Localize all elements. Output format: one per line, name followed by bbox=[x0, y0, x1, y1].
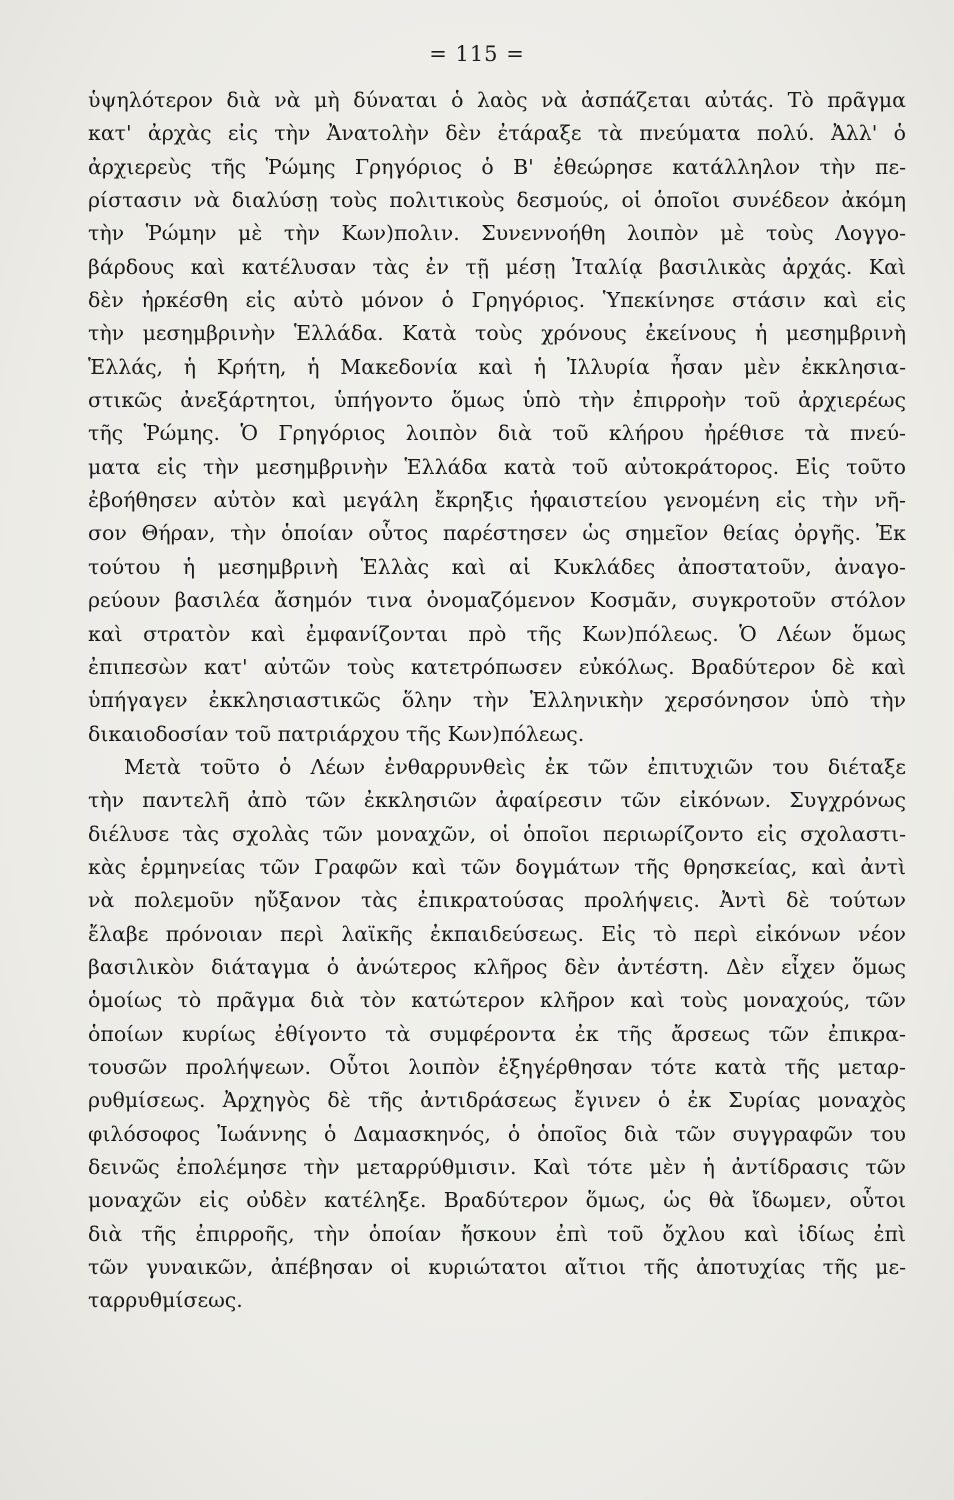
text-line: τὴν παντελῆ ἀπὸ τῶν ἐκκλησιῶν ἀφαίρεσιν τῶν εἰκόνων. Συγχρόνως bbox=[88, 788, 906, 813]
text-line: τὴν Ῥώμην μὲ τὴν Κων)πολιν. Συνεννοήθη λοιπὸν μὲ τοὺς Λογγο- bbox=[88, 221, 906, 246]
text-line: τῆς Ῥώμης. Ὁ Γρηγόριος λοιπὸν διὰ τοῦ κλήρου ἠρέθισε τὰ πνεύ- bbox=[88, 421, 906, 446]
text-line: στικῶς ἀνεξάρτητοι, ὑπήγοντο ὅμως ὑπὸ τὴν ἐπιρροὴν τοῦ ἀρχιερέως bbox=[88, 388, 906, 413]
text-line: δεινῶς ἐπολέμησε τὴν μεταρρύθμισιν. Καὶ τότε μὲν ἡ ἀντίδρασις τῶν bbox=[88, 1155, 906, 1179]
text-line: τούτου ἡ μεσημβρινὴ Ἑλλὰς καὶ αἱ Κυκλάδες ἀποστατοῦν, ἀναγο- bbox=[88, 554, 906, 579]
text-line: ρυθμίσεως. Ἀρχηγὸς δὲ τῆς ἀντιδράσεως ἔγινεν ὁ ἐκ Συρίας μοναχὸς bbox=[88, 1088, 906, 1113]
text-line: νὰ πολεμοῦν ηὔξανον τὰς ἐπικρατούσας προλήψεις. Ἀντὶ δὲ τούτων bbox=[88, 888, 906, 913]
text-line: κατ' ἀρχὰς εἰς τὴν Ἀνατολὴν δὲν ἐτάραξε τὰ πνεύματα πολύ. Ἀλλ' ὁ bbox=[88, 121, 906, 146]
text-line: ὁποίων κυρίως ἐθίγοντο τὰ συμφέροντα ἐκ τῆς ἄρσεως τῶν ἐπικρα- bbox=[88, 1021, 906, 1046]
text-line: ὑπήγαγεν ἐκκλησιαστικῶς ὅλην τὴν Ἑλληνικὴν χερσόνησον ὑπὸ τὴν bbox=[88, 688, 906, 713]
text-line: βάρδους καὶ κατέλυσαν τὰς ἐν τῇ μέσῃ Ἰταλίᾳ βασιλικὰς ἀρχάς. Καὶ bbox=[88, 254, 906, 279]
text-line: ἐβοήθησεν αὐτὸν καὶ μεγάλη ἔκρηξις ἡφαιστείου γενομένη εἰς τὴν νῆ- bbox=[88, 488, 906, 513]
text-line: καὶ στρατὸν καὶ ἐμφανίζονται πρὸ τῆς Κων)πόλεως. Ὁ Λέων ὅμως bbox=[88, 621, 906, 646]
page-number: = 115 = bbox=[429, 42, 525, 66]
text-line: διὰ τῆς ἐπιρροῆς, τὴν ὁποίαν ἤσκουν ἐπὶ τοῦ ὄχλου καὶ ἰδίως ἐπὶ bbox=[88, 1221, 906, 1246]
text-line: ἐπιπεσὼν κατ' αὐτῶν τοὺς κατετρόπωσεν εὐκόλως. Βραδύτερον δὲ καὶ bbox=[88, 654, 906, 679]
paragraph bbox=[88, 84, 906, 751]
text-line: ματα εἰς τὴν μεσημβρινὴν Ἑλλάδα κατὰ τοῦ αὐτοκράτορος. Εἰς τοῦτο bbox=[88, 454, 906, 479]
text-line: ὁμοίως τὸ πρᾶγμα διὰ τὸν κατώτερον κλῆρον καὶ τοὺς μοναχούς, τῶν bbox=[88, 988, 906, 1013]
text-line: ἀρχιερεὺς τῆς Ῥώμης Γρηγόριος ὁ Β' ἐθεώρησε κατάλληλον τὴν πε- bbox=[88, 154, 906, 179]
text-line: τῶν γυναικῶν, ἀπέβησαν οἱ κυριώτατοι αἴτιοι τῆς ἀποτυχίας τῆς με- bbox=[88, 1255, 906, 1280]
text-line: δὲν ἠρκέσθη εἰς αὐτὸ μόνον ὁ Γρηγόριος. Ὑπεκίνησε στάσιν καὶ εἰς bbox=[88, 288, 906, 313]
text-line: φιλόσοφος Ἰωάννης ὁ Δαμασκηνός, ὁ ὁποῖος διὰ τῶν συγγραφῶν του bbox=[88, 1121, 906, 1146]
paragraph bbox=[88, 751, 906, 1318]
body-text bbox=[88, 84, 906, 1318]
text-line: Ἑλλάς, ἡ Κρήτη, ἡ Μακεδονία καὶ ἡ Ἰλλυρία ἦσαν μὲν ἐκκλησια- bbox=[88, 354, 906, 379]
text-line: ἔλαβε πρόνοιαν περὶ λαϊκῆς ἐκπαιδεύσεως. Εἰς τὸ περὶ εἰκόνων νέον bbox=[88, 921, 906, 946]
text-line: τουσῶν προλήψεων. Οὗτοι λοιπὸν ἐξηγέρθησαν τότε κατὰ τῆς μεταρ- bbox=[88, 1054, 906, 1079]
text-line: Μετὰ τοῦτο ὁ Λέων ἐνθαρρυνθεὶς ἐκ τῶν ἐπιτυχιῶν του διέταξε bbox=[124, 754, 906, 779]
text-line: ὑψηλότερον διὰ νὰ μὴ δύναται ὁ λαὸς νὰ ἀσπάζεται αὐτάς. Τὸ πρᾶγμα bbox=[88, 88, 906, 112]
text-line: μοναχῶν εἰς οὐδὲν κατέληξε. Βραδύτερον ὅμως, ὡς θὰ ἴδωμεν, οὗτοι bbox=[88, 1188, 906, 1213]
text-line: διέλυσε τὰς σχολὰς τῶν μοναχῶν, οἱ ὁποῖοι περιωρίζοντο εἰς σχολαστι- bbox=[88, 821, 906, 846]
text-line: ταρρυθμίσεως. bbox=[88, 1288, 243, 1313]
text-line: σον Θήραν, τὴν ὁποίαν οὗτος παρέστησεν ὡς σημεῖον θείας ὀργῆς. Ἐκ bbox=[88, 521, 906, 546]
text-line: βασιλικὸν διάταγμα ὁ ἀνώτερος κλῆρος δὲν ἀντέστη. Δὲν εἶχεν ὅμως bbox=[88, 954, 906, 979]
text-line: ρεύουν βασιλέα ἄσημόν τινα ὀνομαζόμενον Κοσμᾶν, συγκροτοῦν στόλον bbox=[88, 588, 906, 613]
text-line: τὴν μεσημβρινὴν Ἑλλάδα. Κατὰ τοὺς χρόνους ἐκείνους ἡ μεσημβρινὴ bbox=[88, 321, 906, 346]
text-line: ρίστασιν νὰ διαλύσῃ τοὺς πολιτικοὺς δεσμούς, οἱ ὁποῖοι συνέδεον ἀκόμη bbox=[88, 188, 906, 213]
text-line: κὰς ἑρμηνείας τῶν Γραφῶν καὶ τῶν δογμάτων τῆς θρησκείας, καὶ ἀντὶ bbox=[88, 854, 906, 879]
text-line: δικαιοδοσίαν τοῦ πατριάρχου τῆς Κων)πόλεως. bbox=[88, 721, 585, 746]
